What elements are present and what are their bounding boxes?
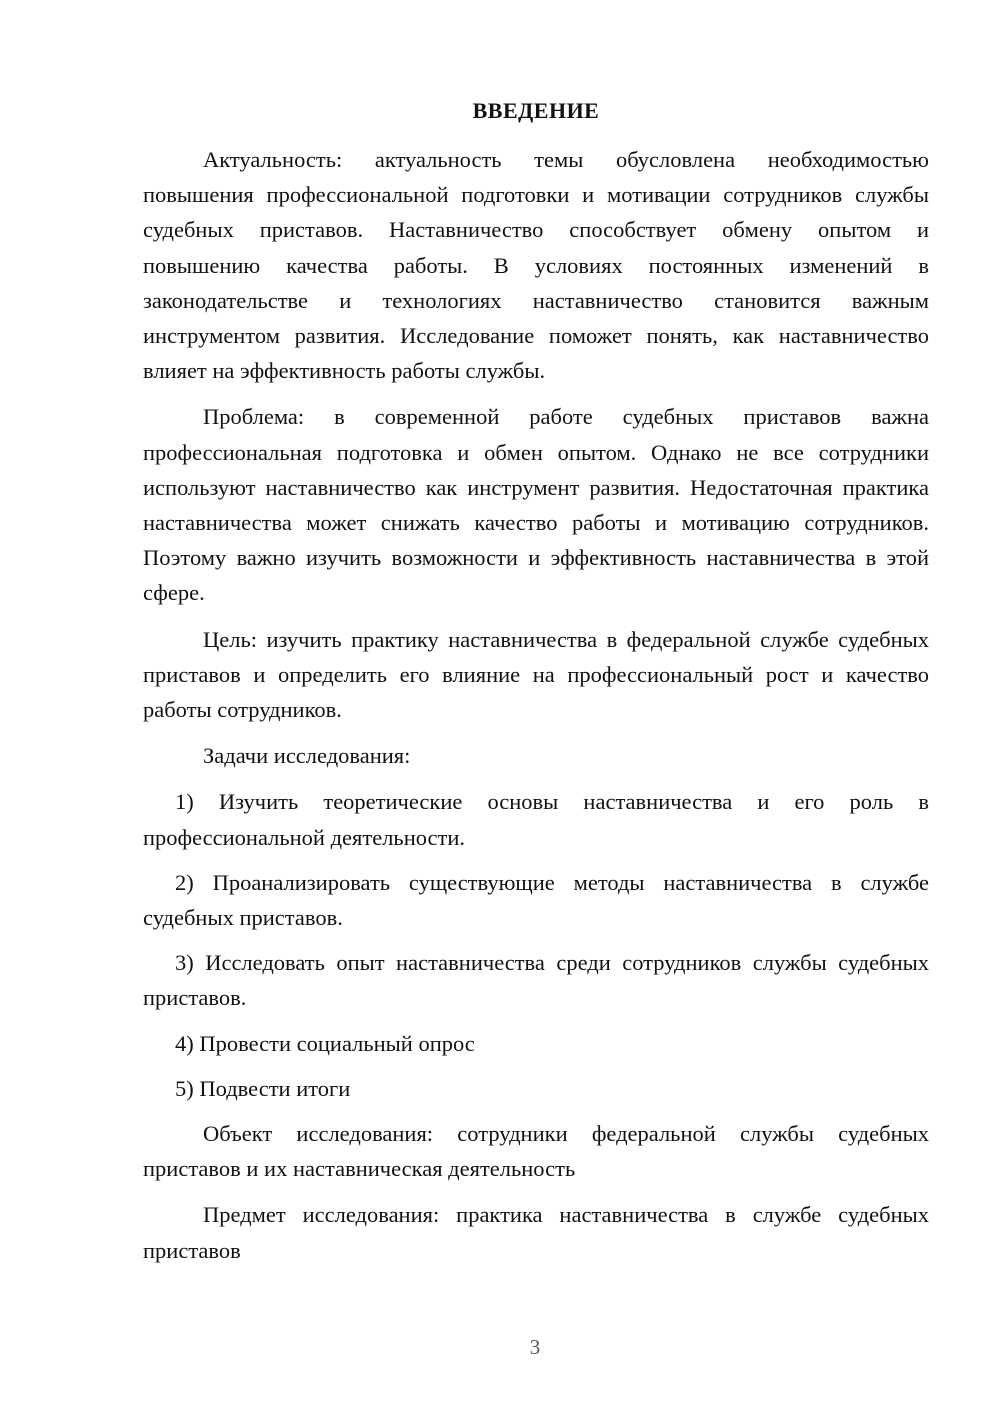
subject-paragraph: Предмет исследования: практика наставничества в службе судебных приставов [143,1202,929,1263]
task-item-1: 1) Изучить теоретические основы наставничества и его роль в профессиональной деятельности. [143,789,929,850]
page-number: 3 [529,1335,541,1359]
problem-paragraph: Проблема: в современной работе судебных приставов важна профессиональная подготовка и обмен опытом. Однако не все сотрудники используют наставничество как инструмент развития. Недостаточная практика наставничества может снижать качество работы и мотивацию сотрудников. Поэтому важно изучить возможности и эффективность наставничества в этой сфере. [143,404,929,606]
object-paragraph: Объект исследования: сотрудники федеральной службы судебных приставов и их наставническая деятельность [143,1121,929,1182]
task-item-4: 4) Провести социальный опрос [175,1030,475,1056]
task-item-2: 2) Проанализировать существующие методы наставничества в службе судебных приставов. [143,869,929,931]
task-item-5: 5) Подвести итоги [175,1075,351,1101]
tasks-heading: Задачи исследования: [203,743,411,769]
page-title: ВВЕДЕНИЕ [472,98,600,123]
relevance-paragraph: Актуальность: актуальность темы обусловлена необходимостью повышения профессиональной подготовки и мотивации сотрудников службы судебных приставов. Наставничество способствует обмену опытом и повышению качества работы. В условиях постоянных изменений в законодательстве и технологиях наставничество становится важным инструментом развития. Исследование поможет понять, как наставничество влияет на эффективность работы службы. [143,147,929,384]
task-item-3: 3) Исследовать опыт наставничества среди сотрудников службы судебных приставов. [143,950,929,1011]
goal-paragraph: Цель: изучить практику наставничества в федеральной службе судебных приставов и определить его влияние на профессиональный рост и качество работы сотрудников. [143,626,929,723]
document-body [143,142,929,1279]
